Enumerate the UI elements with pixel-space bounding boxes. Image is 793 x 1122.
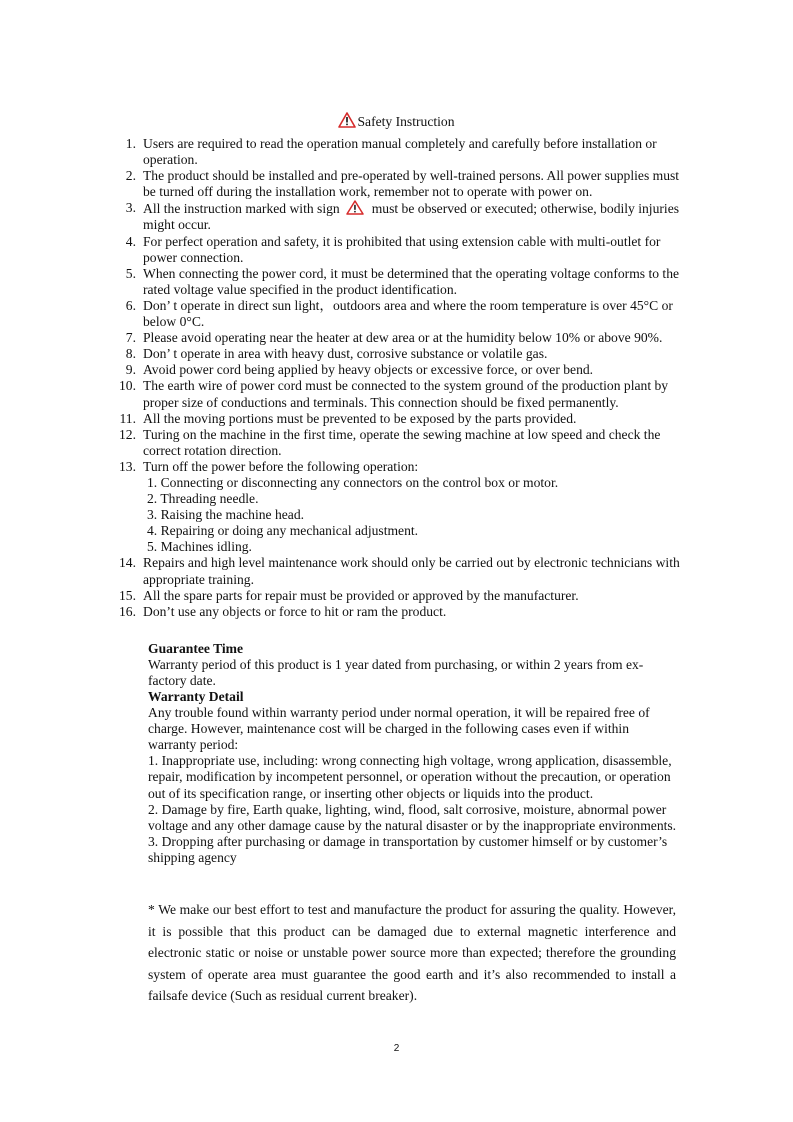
title-text: Safety Instruction: [357, 114, 455, 129]
list-item: 12. Turing on the machine in the first time, operate the sewing machine at low speed and check the correct rotation direction.: [119, 426, 661, 458]
quality-note: * We make our best effort to test and manufacture the product for assuring the quality. However, it is possible that this product can be damaged due to external magnetic interference and electronic static or noise or unstable power source more than expected; therefore the grounding system of operate area must guarantee the good earth and it’s also recommended to install a failsafe device (Such as residual current breaker).: [148, 902, 676, 1003]
list-item: 9. Avoid power cord being applied by heavy objects or excessive force, or over bend.: [125, 362, 594, 378]
warranty-case: 2. Damage by fire, Earth quake, lighting, wind, flood, salt corrosive, moisture, abnormal power voltage and any other damage cause by the natural disaster or by the inappropriate environments.: [148, 801, 677, 833]
list-item: 4. For perfect operation and safety, it is prohibited that using extension cable with multi-outlet for power connection.: [125, 233, 661, 265]
warning-triangle-icon: [338, 112, 356, 128]
warranty-intro: Any trouble found within warranty period under normal operation, it will be repaired free of charge. However, maintenance cost will be charged in the following cases even if within warranty period:: [148, 705, 650, 753]
warranty-heading: Warranty Detail: [148, 689, 244, 704]
warning-triangle-icon: [346, 200, 364, 215]
list-item: 15. All the spare parts for repair must be provided or approved by the manufacturer.: [119, 587, 579, 603]
list-item: 3. All the instruction marked with sign must be observed or executed; otherwise, bodily injuries might occur.: [125, 200, 680, 233]
list-item: 8. Don’ t operate in area with heavy dust, corrosive substance or volatile gas.: [125, 346, 548, 362]
list-item: 6. Don’ t operate in direct sun light，outdoors area and where the room temperature is over 45°C or below 0°C.: [125, 297, 673, 330]
list-item: 14. Repairs and high level maintenance work should only be carried out by electronic technicians with appropriate training.: [119, 555, 680, 587]
sub-item: 2. Threading needle.: [147, 491, 259, 507]
sub-item: 3. Raising the machine head.: [147, 507, 305, 523]
safety-instruction-list: [110, 136, 690, 620]
warranty-case: 1. Inappropriate use, including: wrong connecting high voltage, wrong application, disassemble, repair, modification by incompetent personnel, or operation without the precaution, or operation out of its specification range, or inserting other objects or liquids into the product.: [148, 753, 672, 801]
page-title: [0, 112, 793, 130]
list-item: 1. Users are required to read the operation manual completely and carefully before installation or operation.: [125, 136, 657, 168]
list-item: 10. The earth wire of power cord must be connected to the system ground of the production plant by proper size of conductions and terminals. This connection should be fixed permanently.: [119, 378, 669, 410]
page-number: 2: [393, 1043, 400, 1054]
guarantee-section: [148, 641, 678, 689]
sub-item: 4. Repairing or doing any mechanical adjustment.: [147, 523, 419, 539]
list-item: 5. When connecting the power cord, it must be determined that the operating voltage conforms to the rated voltage value specified in the product identification.: [125, 265, 680, 297]
guarantee-text: Warranty period of this product is 1 year dated from purchasing, or within 2 years from ex-factory date.: [148, 657, 644, 689]
list-item: 2. The product should be installed and pre-operated by well-trained persons. All power supplies must be turned off during the installation work, remember not to operate with power on.: [125, 168, 680, 200]
list-item: 11. All the moving portions must be prevented to be exposed by the parts provided.: [119, 410, 577, 426]
guarantee-heading: Guarantee Time: [148, 641, 244, 656]
sub-item: 5. Machines idling.: [147, 539, 252, 555]
warranty-section: [148, 689, 678, 866]
list-item: 13. Turn off the power before the following operation: 1. Connecting or disconnecting any connectors on the control box or motor. 2. Threading needle. 3. Raising the machine head. 4. Repairing or doing any mechanical adjustment. 5. Machines idling.: [110, 459, 690, 556]
list-item: 7. Please avoid operating near the heater at dew area or at the humidity below 10% or above 90%.: [125, 330, 663, 346]
list-item: 16. Don’t use any objects or force to hit or ram the product.: [119, 603, 447, 619]
sub-item: 1. Connecting or disconnecting any connectors on the control box or motor.: [147, 474, 559, 490]
warranty-case: 3. Dropping after purchasing or damage in transportation by customer himself or by customer’s shipping agency: [148, 833, 668, 865]
